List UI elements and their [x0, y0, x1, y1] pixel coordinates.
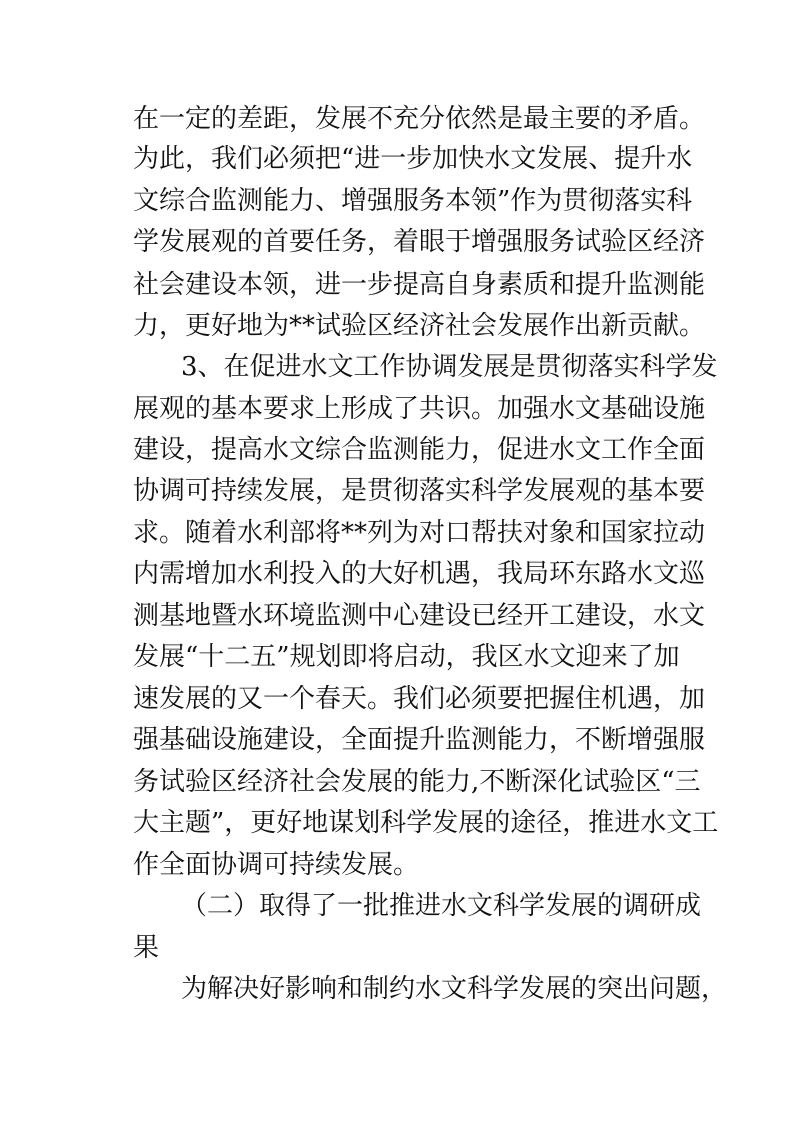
text-line: 文综合监测能力、增强服务本领”作为贯彻落实科: [133, 186, 693, 216]
text-line: 协调可持续发展，是贯彻落实科学发展观的基本要: [133, 476, 706, 506]
text-line: 为此，我们必须把“进一步加快水文发展、提升水: [133, 144, 693, 174]
text-line: 强基础设施建设，全面提升监测能力，不断增强服: [133, 725, 706, 755]
text-line: 大主题”，更好地谋划科学发展的途径，推进水文工: [133, 808, 719, 838]
text-line: 内需增加水利投入的大好机遇，我局环东路水文巡: [133, 559, 706, 589]
text-line: 求。随着水利部将**列为对口帮扶对象和国家拉动: [133, 518, 706, 548]
text-line: 3、在促进水文工作协调发展是贯彻落实科学发: [181, 352, 718, 382]
text-line: 展观的基本要求上形成了共识。加强水文基础设施: [133, 394, 706, 424]
text-line: 在一定的差距，发展不充分依然是最主要的矛盾。: [133, 104, 706, 134]
section-heading: （二）取得了一批推进水文科学发展的调研成: [181, 891, 702, 921]
text-line: 测基地暨水环境监测中心建设已经开工建设，水文: [133, 601, 706, 631]
text-line: 力，更好地为**试验区经济社会发展作出新贡献。: [133, 311, 706, 341]
text-line: 学发展观的首要任务，着眼于增强服务试验区经济: [133, 227, 706, 257]
section-heading-continued: 果: [133, 933, 160, 963]
text-line: 建设，提高水文综合监测能力，促进水文工作全面: [133, 435, 706, 465]
text-line: 务试验区经济社会发展的能力,不断深化试验区“三: [133, 767, 701, 797]
text-line: 发展“十二五”规划即将启动，我区水文迎来了加: [133, 642, 680, 672]
text-line: 为解决好影响和制约水文科学发展的突出问题，: [181, 974, 728, 1004]
text-line: 社会建设本领，进一步提高自身素质和提升监测能: [133, 270, 706, 300]
text-line: 作全面协调可持续发展。: [133, 850, 420, 880]
text-line: 速发展的又一个春天。我们必须要把握住机遇，加: [133, 684, 706, 714]
